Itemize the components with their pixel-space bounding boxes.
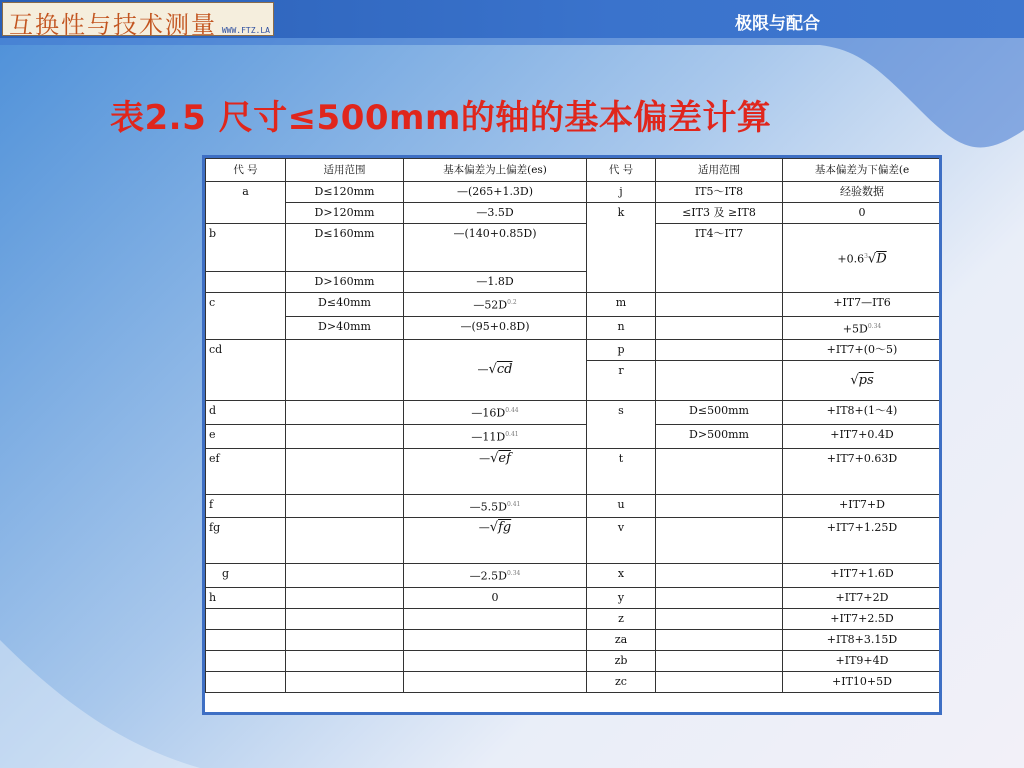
code-a: a bbox=[206, 182, 286, 224]
header-upper-deviation: 基本偏差为上偏差(es) bbox=[404, 159, 587, 182]
table-row bbox=[206, 424, 942, 448]
code-cd: cd bbox=[206, 340, 286, 401]
formula-k-2-prefix: +0.6 bbox=[837, 252, 865, 266]
range-n bbox=[656, 316, 783, 340]
formula-k-2-index: 3 bbox=[864, 252, 868, 260]
table-row bbox=[206, 316, 942, 340]
formula-fg bbox=[404, 518, 587, 564]
code-b-blank bbox=[206, 272, 286, 293]
code-n: n bbox=[587, 316, 656, 340]
formula-h: 0 bbox=[404, 587, 587, 608]
code-h: h bbox=[206, 587, 286, 608]
range-za bbox=[656, 629, 783, 650]
header-range-right: 适用范围 bbox=[656, 159, 783, 182]
blank-cell bbox=[206, 650, 286, 671]
formula-n-exp: 0.34 bbox=[867, 322, 882, 330]
blank-cell bbox=[286, 608, 404, 629]
formula-n-base: +5D bbox=[842, 322, 868, 336]
formula-s-1: +IT8+(1～4) bbox=[783, 401, 942, 425]
range-zc bbox=[656, 671, 783, 692]
formula-n bbox=[783, 316, 942, 340]
code-v: v bbox=[587, 518, 656, 564]
formula-d-base: —16D bbox=[471, 406, 506, 420]
formula-p: +IT7+(0～5) bbox=[783, 340, 942, 361]
range-v bbox=[656, 518, 783, 564]
formula-a-2: —3.5D bbox=[404, 203, 587, 224]
code-s: s bbox=[587, 401, 656, 448]
code-r: r bbox=[587, 361, 656, 401]
formula-f-base: —5.5D bbox=[469, 500, 507, 514]
formula-c-1-base: —52D bbox=[473, 298, 508, 312]
code-k: k bbox=[587, 203, 656, 293]
range-d bbox=[286, 401, 404, 425]
radical-icon: √ bbox=[867, 251, 877, 267]
code-t: t bbox=[587, 448, 656, 494]
formula-ef bbox=[404, 448, 587, 494]
header-code-left: 代 号 bbox=[206, 159, 286, 182]
radical-icon: √ bbox=[489, 520, 499, 536]
table-header-row bbox=[206, 159, 942, 182]
range-c-2: D>40mm bbox=[286, 316, 404, 340]
formula-g-base: —2.5D bbox=[469, 569, 507, 583]
logo-url: WWW.FTZ.LA bbox=[221, 26, 270, 35]
code-ef: ef bbox=[206, 448, 286, 494]
range-e bbox=[286, 424, 404, 448]
table-row bbox=[206, 608, 942, 629]
radical-icon: √ bbox=[850, 372, 859, 388]
range-u bbox=[656, 494, 783, 518]
formula-fg-radicand: fg bbox=[498, 520, 512, 536]
formula-c-2: —(95+0.8D) bbox=[404, 316, 587, 340]
formula-z: +IT7+2.5D bbox=[783, 608, 942, 629]
range-cd bbox=[286, 340, 404, 401]
formula-a-1: —(265+1.3D) bbox=[404, 182, 587, 203]
formula-k-2 bbox=[783, 224, 942, 293]
blank-cell bbox=[404, 629, 587, 650]
range-k-2: IT4～IT7 bbox=[656, 224, 783, 293]
formula-e-exp: 0.41 bbox=[505, 430, 519, 438]
range-a-2: D>120mm bbox=[286, 203, 404, 224]
range-g bbox=[286, 564, 404, 588]
top-bar bbox=[0, 0, 1024, 38]
formula-g-exp: 0.34 bbox=[506, 570, 521, 578]
range-x bbox=[656, 564, 783, 588]
code-u: u bbox=[587, 494, 656, 518]
range-z bbox=[656, 608, 783, 629]
formula-x: +IT7+1.6D bbox=[783, 564, 942, 588]
formula-cd bbox=[404, 340, 587, 401]
formula-u: +IT7+D bbox=[783, 494, 942, 518]
formula-e-base: —11D bbox=[471, 430, 506, 444]
blank-cell bbox=[286, 671, 404, 692]
blank-cell bbox=[206, 608, 286, 629]
range-t bbox=[656, 448, 783, 494]
table-row bbox=[206, 182, 942, 203]
table-row bbox=[206, 518, 942, 564]
range-r bbox=[656, 361, 783, 401]
range-y bbox=[656, 587, 783, 608]
table-row bbox=[206, 494, 942, 518]
code-f: f bbox=[206, 494, 286, 518]
formula-f bbox=[404, 494, 587, 518]
code-zb: zb bbox=[587, 650, 656, 671]
range-s-1: D≤500mm bbox=[656, 401, 783, 425]
formula-cd-radicand: cd bbox=[496, 362, 513, 378]
range-j: IT5～IT8 bbox=[656, 182, 783, 203]
range-s-2: D>500mm bbox=[656, 424, 783, 448]
code-b: b bbox=[206, 224, 286, 272]
formula-f-exp: 0.41 bbox=[506, 500, 521, 508]
formula-t: +IT7+0.63D bbox=[783, 448, 942, 494]
formula-y: +IT7+2D bbox=[783, 587, 942, 608]
table-row bbox=[206, 448, 942, 494]
formula-ef-radicand: ef bbox=[498, 450, 511, 466]
range-b-2: D>160mm bbox=[286, 272, 404, 293]
formula-fg-prefix: — bbox=[478, 521, 490, 535]
blank-cell bbox=[206, 629, 286, 650]
formula-d bbox=[404, 401, 587, 425]
code-x: x bbox=[587, 564, 656, 588]
section-title: 极限与配合 bbox=[735, 14, 820, 34]
code-z: z bbox=[587, 608, 656, 629]
table-row bbox=[206, 564, 942, 588]
formula-c-1 bbox=[404, 293, 587, 317]
table-row bbox=[206, 671, 942, 692]
code-za: za bbox=[587, 629, 656, 650]
formula-m: +IT7—IT6 bbox=[783, 293, 942, 317]
code-e: e bbox=[206, 424, 286, 448]
code-y: y bbox=[587, 587, 656, 608]
range-p bbox=[656, 340, 783, 361]
table-row bbox=[206, 650, 942, 671]
formula-k-1: 0 bbox=[783, 203, 942, 224]
blank-cell bbox=[286, 650, 404, 671]
code-d: d bbox=[206, 401, 286, 425]
slide-title: 表2.5 尺寸≤500mm的轴的基本偏差计算 bbox=[110, 98, 772, 138]
formula-r bbox=[783, 361, 942, 401]
range-h bbox=[286, 587, 404, 608]
formula-d-exp: 0.44 bbox=[505, 407, 519, 415]
range-f bbox=[286, 494, 404, 518]
logo-text: 互换性与技术测量 bbox=[9, 11, 217, 39]
formula-b-1: —(140+0.85D) bbox=[404, 224, 587, 272]
blank-cell bbox=[404, 671, 587, 692]
code-g: g bbox=[206, 564, 286, 588]
table-row bbox=[206, 203, 942, 224]
range-k-1: ≤IT3 及 ≥IT8 bbox=[656, 203, 783, 224]
table-row bbox=[206, 293, 942, 317]
formula-j: 经验数据 bbox=[783, 182, 942, 203]
range-c-1: D≤40mm bbox=[286, 293, 404, 317]
formula-zc: +IT10+5D bbox=[783, 671, 942, 692]
range-zb bbox=[656, 650, 783, 671]
formula-cd-prefix: — bbox=[477, 363, 489, 377]
formula-za: +IT8+3.15D bbox=[783, 629, 942, 650]
range-fg bbox=[286, 518, 404, 564]
blank-cell bbox=[286, 629, 404, 650]
radical-icon: √ bbox=[488, 362, 497, 378]
table-row bbox=[206, 224, 942, 272]
range-ef bbox=[286, 448, 404, 494]
code-zc: zc bbox=[587, 671, 656, 692]
range-b-1: D≤160mm bbox=[286, 224, 404, 272]
logo bbox=[2, 2, 274, 39]
blank-cell bbox=[404, 608, 587, 629]
formula-e bbox=[404, 424, 587, 448]
header-code-right: 代 号 bbox=[587, 159, 656, 182]
formula-s-2: +IT7+0.4D bbox=[783, 424, 942, 448]
table-row bbox=[206, 401, 942, 425]
formula-c-1-exp: 0.2 bbox=[507, 299, 517, 306]
table-row bbox=[206, 629, 942, 650]
table-row bbox=[206, 340, 942, 361]
code-m: m bbox=[587, 293, 656, 317]
code-fg: fg bbox=[206, 518, 286, 564]
range-m bbox=[656, 293, 783, 317]
header-range-left: 适用范围 bbox=[286, 159, 404, 182]
formula-ef-prefix: — bbox=[479, 451, 491, 465]
code-j: j bbox=[587, 182, 656, 203]
formula-k-2-radicand: D bbox=[876, 251, 887, 267]
blank-cell bbox=[206, 671, 286, 692]
radical-icon: √ bbox=[490, 450, 499, 466]
header-lower-deviation: 基本偏差为下偏差(e bbox=[783, 159, 942, 182]
deviation-table bbox=[205, 158, 942, 693]
code-p: p bbox=[587, 340, 656, 361]
range-a-1: D≤120mm bbox=[286, 182, 404, 203]
table-frame bbox=[202, 155, 942, 715]
formula-v: +IT7+1.25D bbox=[783, 518, 942, 564]
code-c: c bbox=[206, 293, 286, 340]
formula-zb: +IT9+4D bbox=[783, 650, 942, 671]
formula-g bbox=[404, 564, 587, 588]
formula-r-radicand: ps bbox=[858, 372, 874, 388]
table-row bbox=[206, 587, 942, 608]
formula-b-2: —1.8D bbox=[404, 272, 587, 293]
blank-cell bbox=[404, 650, 587, 671]
